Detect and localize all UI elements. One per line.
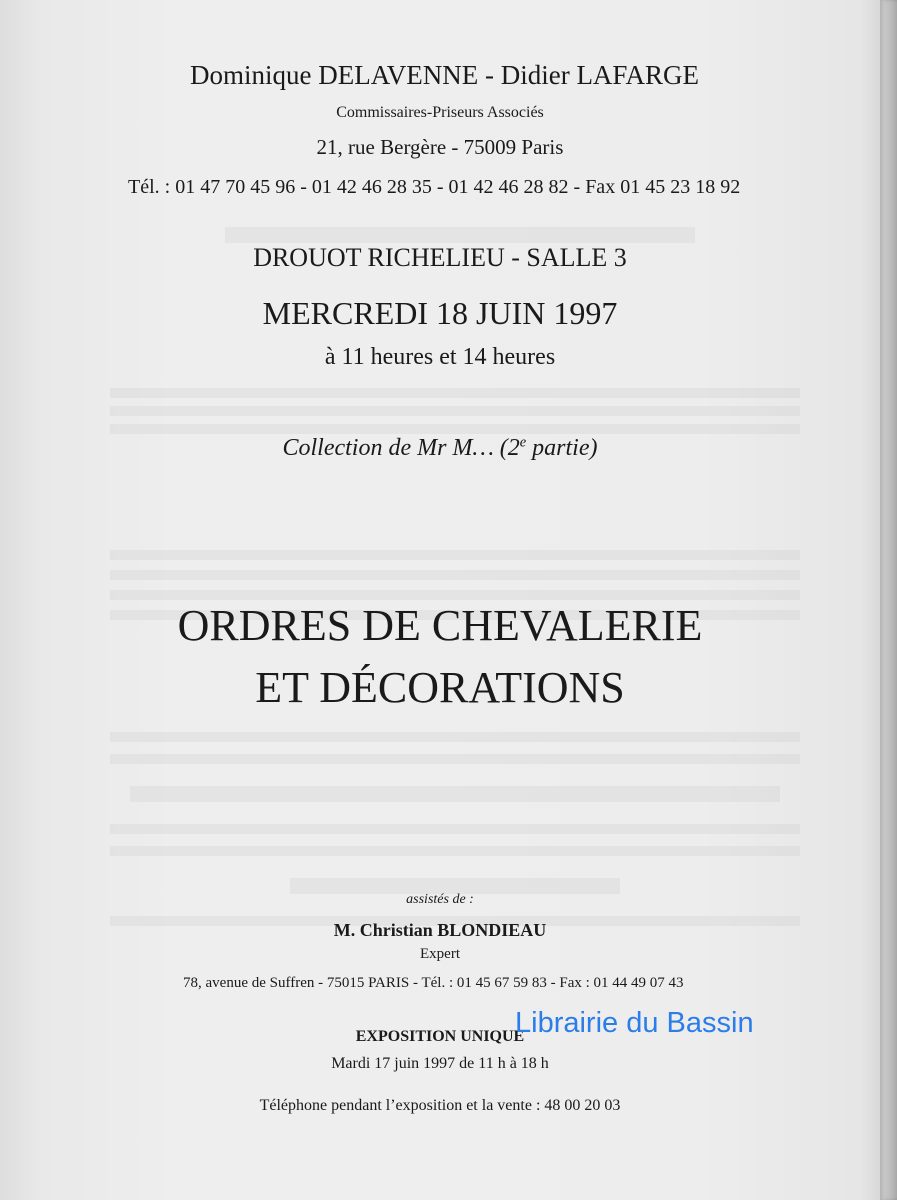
- collection-superscript: e: [519, 434, 527, 451]
- exhibition-heading: EXPOSITION UNIQUE: [355, 1028, 525, 1045]
- sale-time: à 11 heures et 14 heures: [324, 344, 556, 370]
- page-edge: [880, 0, 897, 1200]
- catalog-title-line2: ET DÉCORATIONS: [255, 663, 625, 712]
- expert-contact: 78, avenue de Suffren - 75015 PARIS - Tél. : 01 45 67 59 83 - Fax : 01 44 49 07 43: [183, 975, 684, 991]
- expert-role: Expert: [420, 946, 460, 962]
- show-through-text: [110, 720, 800, 1050]
- exhibition-phone: Téléphone pendant l’exposition et la vente : 48 00 20 03: [259, 1097, 621, 1114]
- collection-line: [0, 435, 880, 462]
- collection-text: Collection de Mr M… (2: [282, 435, 520, 461]
- auctioneer-names: Dominique DELAVENNE - Didier LAFARGE: [190, 60, 699, 90]
- collection-text-end: partie): [526, 435, 598, 461]
- auctioneer-address: 21, rue Bergère - 75009 Paris: [316, 135, 564, 159]
- sale-date: MERCREDI 18 JUIN 1997: [262, 295, 618, 331]
- bookseller-watermark: Librairie du Bassin: [515, 1007, 754, 1039]
- sale-venue: DROUOT RICHELIEU - SALLE 3: [253, 243, 627, 272]
- exhibition-date: Mardi 17 juin 1997 de 11 h à 18 h: [331, 1055, 549, 1072]
- assisted-by: assistés de :: [406, 892, 474, 907]
- catalog-title-line1: ORDRES DE CHEVALERIE: [177, 601, 703, 650]
- expert-name: M. Christian BLONDIEAU: [333, 920, 547, 940]
- auctioneer-phones: Tél. : 01 47 70 45 96 - 01 42 46 28 35 - 01 42 46 28 82 - Fax 01 45 23 18 92: [128, 176, 741, 198]
- auctioneer-title: Commissaires-Priseurs Associés: [336, 104, 544, 121]
